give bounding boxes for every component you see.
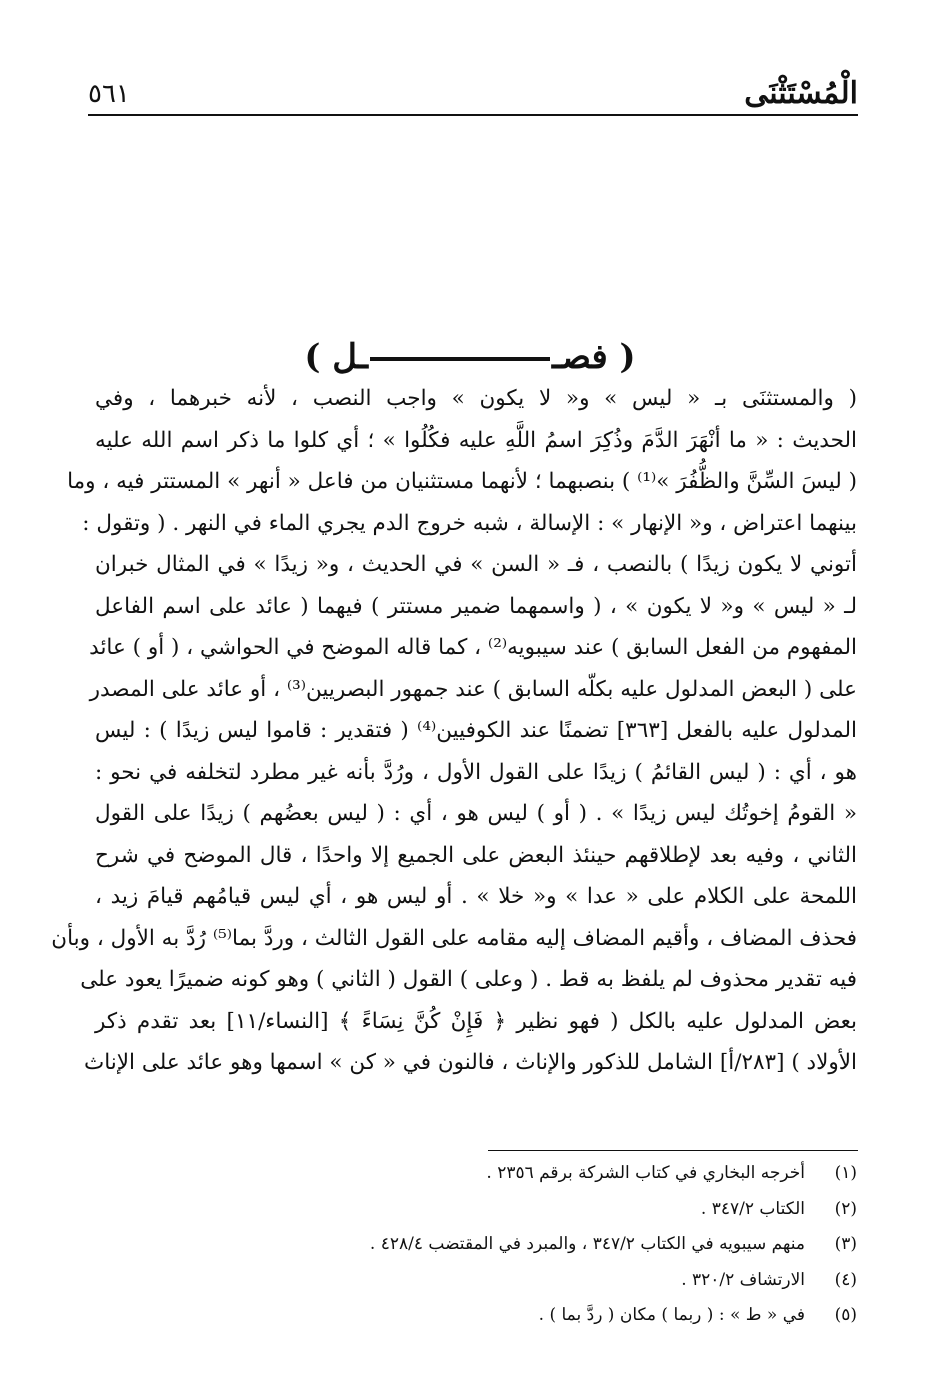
- footnotes: [95, 1156, 857, 1334]
- text-line: الأولاد ) [٢٨٣/أ] الشامل للذكور والإناث ، فالنون في « كن » اسمها وهو عائد على الإناث: [83, 1050, 857, 1075]
- footnote-text: أخرجه البخاري في كتاب الشركة برقم ٢٣٥٦ .: [486, 1163, 805, 1183]
- running-header: [88, 72, 858, 116]
- text-line: بعض المدلول عليه بالكل ( فهو نظير ﴿ فَإِنْ كُنَّ نِسَاءً ﴾ [النساء/١١] بعد تقدم ذكر: [95, 1008, 857, 1034]
- text-line: أتوني لا يكون زيدًا ) بالنصب ، فـ « السن » في الحديث ، و« زيدًا » في المثال خبران: [95, 552, 857, 577]
- footnote-number: (٣): [834, 1234, 857, 1254]
- running-title: الْمُسْتَثْنَى: [744, 76, 858, 111]
- text-line: ( ليسَ السِّنَّ والظُّفُرَ »⁽¹⁾ ) بنصبهما ؛ لأنهما مستثنيان من فاعل « أنهر » المستتر فيه ، وما: [67, 469, 857, 494]
- page-number: ٥٦١: [88, 79, 130, 109]
- text-line: لـ « ليس » و« لا يكون » ، ( واسمهما ضمير مستتر ) فيهما ( عائد على اسم الفاعل: [95, 593, 857, 619]
- text-line: المدلول عليه بالفعل [٣٦٣] تضمنًا عند الكوفيين⁽⁴⁾ ( فتقدير : قاموا ليس زيدًا ) : ليس: [95, 718, 857, 743]
- footnote-text: منهم سيبويه في الكتاب ٣٤٧/٢ ، والمبرد في المقتضب ٤٢٨/٤ .: [369, 1234, 805, 1254]
- footnote-text: الكتاب ٣٤٧/٢ .: [700, 1198, 805, 1219]
- text-line: المفهوم من الفعل السابق ) عند سيبويه⁽²⁾ ، كما قاله الموضح في الحواشي ، ( أو ) عائد: [89, 635, 857, 660]
- text-line: الثاني ، وفيه بعد لإطلاقهم حينئذ البعض على الجميع إلا واحدًا ، قال الموضح في شرح: [95, 842, 857, 868]
- text-line: الحديث : « ما أنْهَرَ الدَّمَ وذُكِرَ اسمُ اللَّهِ عليه فكُلُوا » ؛ أي كلوا ما ذكر اسم الله عليه: [95, 427, 857, 453]
- footnote-separator: [488, 1150, 858, 1151]
- section-heading-close: ـل ): [304, 337, 368, 377]
- footnote-number: (٤): [834, 1269, 857, 1290]
- footnote: [95, 1298, 857, 1334]
- text-line: فحذف المضاف ، وأقيم المضاف إليه مقامه على القول الثالث ، وردَّ بما⁽⁵⁾ رُدَّ به الأول ، وبأن: [51, 925, 857, 951]
- body-text: [51, 378, 857, 1084]
- footnote: [95, 1263, 857, 1299]
- text-line: على ( البعض المدلول عليه بكلّه السابق ) عند جمهور البصريين⁽³⁾ ، أو عائد على المصدر: [89, 676, 857, 702]
- footnote-number: (١): [834, 1163, 857, 1183]
- footnote-number: (٥): [834, 1305, 857, 1325]
- text-line: ( والمستثنَى بـ « ليس » و« لا يكون » واجب النصب ، لأنه خبرهما ، وفي: [95, 386, 857, 411]
- kashida-stretch: [370, 357, 550, 361]
- text-line: بينهما اعتراض ، و« الإنهار » : الإسالة ، شبه خروج الدم يجري الماء في النهر . ( وتقول :: [82, 510, 857, 536]
- text-line: هو ، أي : ( ليس القائمُ ) زيدًا على القول الأول ، ورُدَّ بأنه غير مطرد لتخلفه في نحو :: [95, 759, 857, 785]
- footnote-text: في « ط » : ( ربما ) مكان ( ردَّ بما ) .: [538, 1305, 805, 1325]
- footnote: [95, 1192, 857, 1228]
- text-line: اللمحة على الكلام على « عدا » و« خلا » . أو ليس هو ، أي ليس قيامُهم قيامَ زيد ،: [95, 884, 857, 909]
- footnote: [95, 1156, 857, 1192]
- text-line: فيه تقدير محذوف لم يلفظ به قط . ( وعلى ) القول ( الثاني ) وهو كونه ضميرًا يعود على: [80, 967, 857, 992]
- footnote-number: (٢): [834, 1198, 857, 1219]
- footnote-text: الارتشاف ٣٢٠/٢ .: [681, 1269, 805, 1290]
- text-line: « القومُ إخوتُك ليس زيدًا » . ( أو ) ليس هو ، أي : ( ليس بعضُهم ) زيدًا على القول: [95, 801, 857, 826]
- section-heading-open: ( فصـ: [552, 337, 636, 377]
- footnote: [95, 1227, 857, 1263]
- section-heading: [0, 332, 940, 382]
